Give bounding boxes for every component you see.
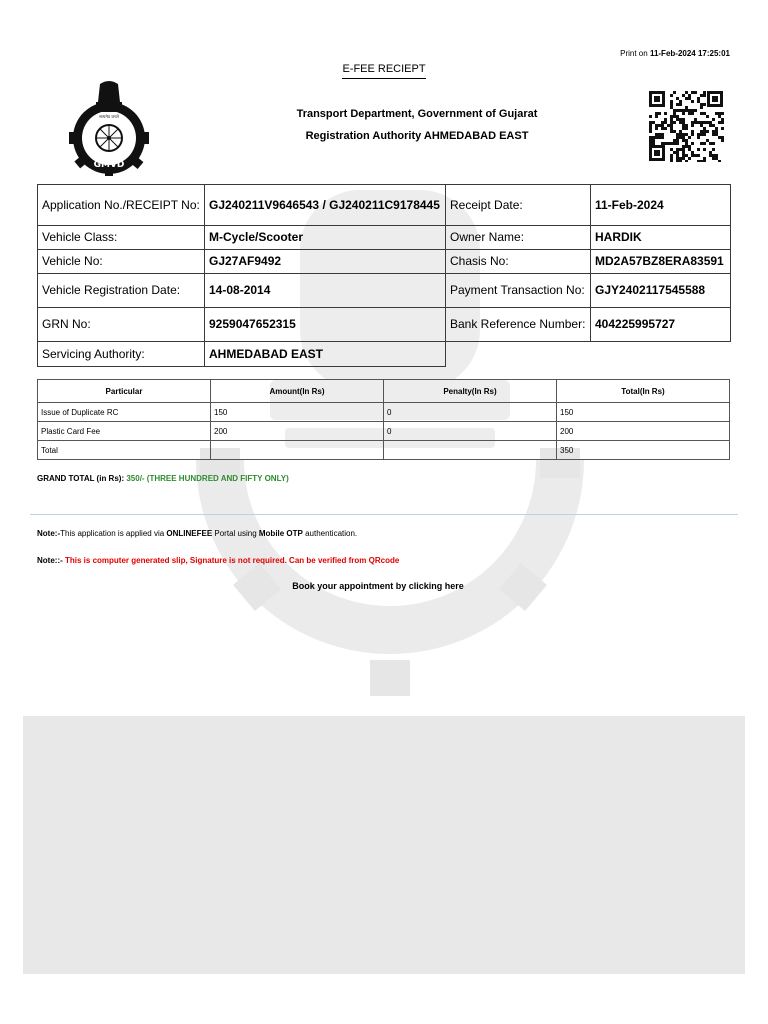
receipt-date-label: Receipt Date:: [445, 184, 591, 226]
bank-reference-label: Bank Reference Number:: [445, 307, 591, 342]
receipt-details: [37, 184, 731, 367]
grand-total-value: 350/- (THREE HUNDRED AND FIFTY ONLY): [126, 474, 289, 483]
note-portal: [37, 529, 357, 538]
cell-amount: 200: [211, 422, 384, 441]
receipt-title: [284, 63, 484, 79]
print-datetime: 11-Feb-2024 17:25:01: [649, 49, 730, 58]
fee-table-header: [38, 380, 730, 403]
note1-portal: ONLINEFEE: [166, 529, 213, 538]
note1-text-a: This application is applied via: [60, 529, 167, 538]
grand-total-label: GRAND TOTAL (in Rs):: [37, 474, 125, 483]
grand-total: [37, 474, 289, 483]
cell-penalty: 0: [384, 422, 557, 441]
table-row: [38, 403, 730, 422]
servicing-authority-label: Servicing Authority:: [37, 341, 205, 367]
svg-text:GMVD: GMVD: [93, 160, 125, 170]
cell-penalty: [384, 441, 557, 460]
col-amount: Amount(In Rs): [211, 380, 384, 403]
owner-name-label: Owner Name:: [445, 225, 591, 250]
fee-table: [37, 379, 730, 460]
note1-text-b: Portal using: [212, 529, 259, 538]
note1-auth: Mobile OTP: [258, 529, 303, 538]
servicing-authority-value: AHMEDABAD EAST: [204, 341, 446, 367]
divider: [30, 514, 738, 515]
note2-text: This is computer generated slip, Signature is not required. Can be verified from QRcode: [65, 556, 400, 565]
print-label: Print on: [620, 49, 648, 58]
cell-amount: 150: [211, 403, 384, 422]
bank-reference-value: 404225995727: [590, 307, 731, 342]
table-row: [38, 441, 730, 460]
cell-total: 150: [557, 403, 730, 422]
registration-date-value: 14-08-2014: [204, 273, 446, 308]
application-label: Application No./RECEIPT No:: [37, 184, 205, 226]
col-penalty: Penalty(In Rs): [384, 380, 557, 403]
note2-prefix: Note::-: [37, 556, 65, 565]
note1-text-c: authentication.: [302, 529, 358, 538]
vehicle-no-value: GJ27AF9492: [204, 249, 446, 274]
blank-panel: [23, 716, 745, 974]
payment-transaction-label: Payment Transaction No:: [445, 273, 591, 308]
grn-label: GRN No:: [37, 307, 205, 342]
cell-total: 200: [557, 422, 730, 441]
cell-particular: Plastic Card Fee: [38, 422, 211, 441]
note1-prefix: Note:-: [37, 529, 61, 538]
col-particular: Particular: [38, 380, 211, 403]
cell-amount: [211, 441, 384, 460]
chasis-no-value: MD2A57BZ8ERA83591: [590, 249, 731, 274]
qr-code-icon: [648, 90, 724, 162]
application-value: GJ240211V9646543 / GJ240211C9178445: [204, 184, 446, 226]
book-appointment-link[interactable]: Book your appointment by clicking here: [292, 581, 464, 591]
payment-transaction-value: GJY2402117545588: [590, 273, 731, 308]
receipt-date-value: 11-Feb-2024: [590, 184, 731, 226]
chasis-no-label: Chasis No:: [445, 249, 591, 274]
col-total: Total(In Rs): [557, 380, 730, 403]
owner-name-value: HARDIK: [590, 225, 731, 250]
gmvd-emblem-icon: [66, 80, 152, 176]
cell-penalty: 0: [384, 403, 557, 422]
registration-authority: Registration Authority AHMEDABAD EAST: [305, 130, 529, 142]
vehicle-class-value: M-Cycle/Scooter: [204, 225, 446, 250]
registration-date-label: Vehicle Registration Date:: [37, 273, 205, 308]
table-row: [38, 422, 730, 441]
vehicle-class-label: Vehicle Class:: [37, 225, 205, 250]
cell-total: 350: [557, 441, 730, 460]
cell-particular: Total: [38, 441, 211, 460]
department-name: Transport Department, Government of Gujarat: [296, 108, 538, 120]
svg-text:सत्यमेव जयते: सत्यमेव जयते: [99, 114, 119, 119]
cell-particular: Issue of Duplicate RC: [38, 403, 211, 422]
print-timestamp: [540, 49, 730, 58]
vehicle-no-label: Vehicle No:: [37, 249, 205, 274]
note-signature: [37, 556, 399, 565]
receipt-title-text: E-FEE RECIEPT: [342, 63, 425, 79]
grn-value: 9259047652315: [204, 307, 446, 342]
